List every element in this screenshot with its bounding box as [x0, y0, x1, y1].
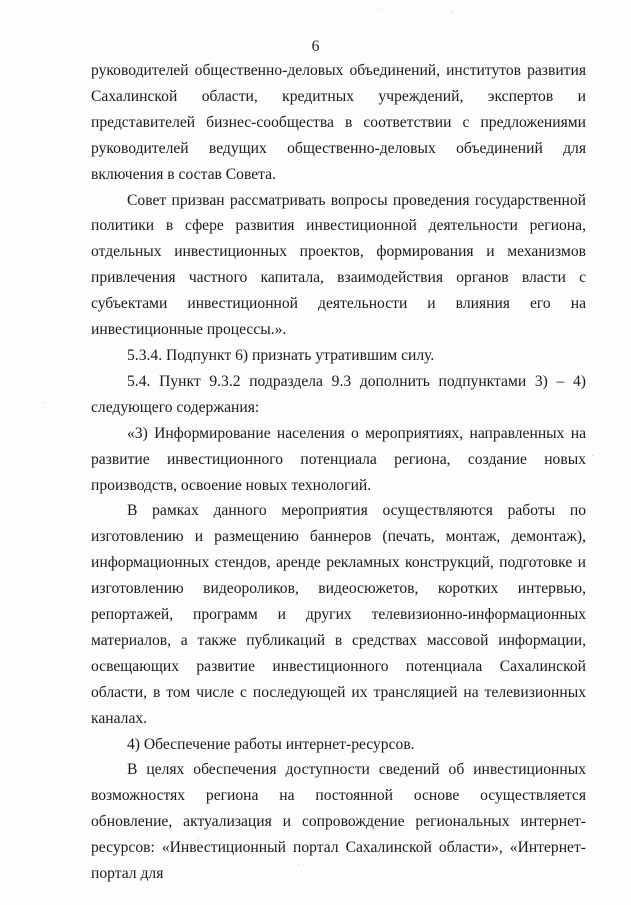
scan-speck	[44, 402, 45, 403]
paragraph-7: 4) Обеспечение работы интернет-ресурсов.	[127, 735, 415, 753]
scan-speck	[592, 455, 593, 456]
page-number: 6	[311, 38, 320, 55]
paragraph-5: «3) Информирование населения о мероприятиях, направленных на развитие инвестиционного потенциала региона, создание новых производств, освоение новых технологий.	[91, 424, 586, 494]
scan-speck	[378, 9, 379, 10]
paragraph-3: 5.3.4. Подпункт 6) признать утратившим силу.	[127, 346, 435, 364]
scan-speck	[298, 864, 299, 865]
paragraph-4: 5.4. Пункт 9.3.2 подраздела 9.3 дополнить подпунктами 3) – 4) следующего содержания:	[91, 372, 586, 416]
paragraph-2: Совет призван рассматривать вопросы проведения государственной политики в сфере развития инвестиционной деятельности региона, отдельных инвестиционных проектов, формирования и механизмов привлечения частного капитала, взаимодействия органов власти с субъектами инвестиционной деятельности и влияния его на инвестиционные процессы.».	[91, 191, 586, 339]
scan-speck	[198, 838, 199, 839]
paragraph-6: В рамках данного мероприятия осуществляются работы по изготовлению и размещению баннеров (печать, монтаж, демонтаж), информационных стендов, аренде рекламных конструкций, подготовке и изготовлению видеороликов, видеосюжетов, коротких интервью, репортажей, программ и других телевизионно-информационных материалов, а также публикаций в средствах массовой информации, освещающих развитие инвестиционного потенциала Сахалинской области, в том числе с последующей их трансляцией на телевизионных каналах.	[91, 502, 586, 727]
document-body	[91, 58, 586, 887]
paragraph-1: руководителей общественно-деловых объединений, институтов развития Сахалинской области, кредитных учреждений, экспертов и представителей бизнес-сообщества в соответствии с предложениями руководителей ведущих общественно-деловых объединений для включения в состав Совета.	[91, 62, 586, 183]
scan-speck	[452, 12, 453, 13]
paragraph-8: В целях обеспечения доступности сведений об инвестиционных возможностях региона на постоянной основе осуществляется обновление, актуализация и сопровождение региональных интернет-ресурсов: «Инвестиционный портал Сахалинской области», «Интернет-портал для	[91, 761, 586, 883]
